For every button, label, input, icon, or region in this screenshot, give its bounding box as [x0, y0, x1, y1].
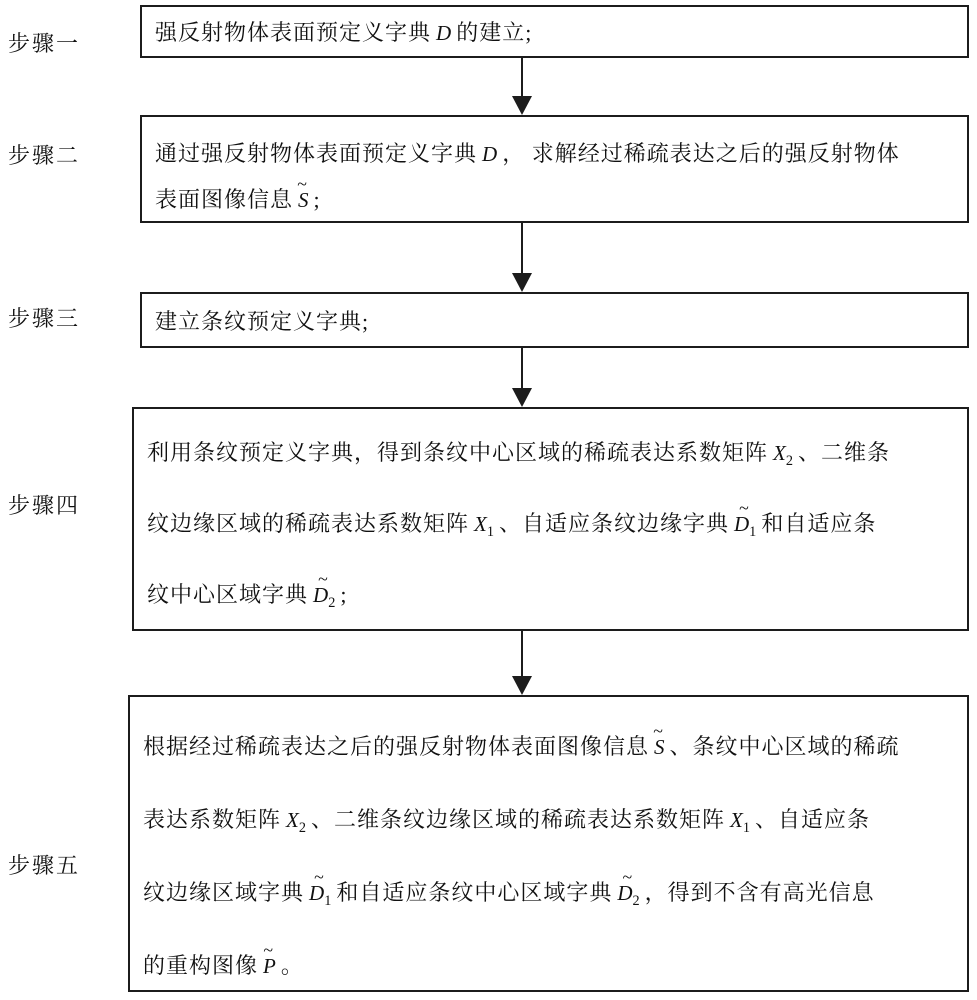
- arrow-down-icon: [512, 273, 532, 292]
- math-var-D2: ~ $D_2$: [617, 866, 640, 910]
- step-label-3: 步骤三: [8, 306, 81, 331]
- step-box-1: [140, 5, 969, 58]
- text-line: 表面图像信息 ~ S ;: [155, 173, 321, 212]
- math-var-D1: ~ $D_1$: [309, 866, 332, 910]
- math-var-D: D: [482, 142, 498, 166]
- step-box-4: [132, 407, 969, 631]
- flow-arrow-4: [512, 631, 532, 695]
- tilde-mark: ~: [739, 497, 749, 518]
- flow-arrow-1: [512, 58, 532, 115]
- text-line: 纹边缘区域的稀疏表达系数矩阵 $X_1$ 、自适应条纹边缘字典 ~ $D_1$ 和自适应条: [147, 497, 877, 541]
- tilde-mark: ~: [653, 720, 663, 741]
- flow-arrow-2: [512, 223, 532, 292]
- math-var-S: ~ S: [297, 173, 309, 212]
- math-var-S: ~ S: [653, 720, 665, 759]
- step-label-5: 步骤五: [8, 853, 81, 878]
- step-box-3: [140, 292, 969, 348]
- tilde-mark: ~: [622, 866, 633, 887]
- text-line: 根据经过稀疏表达之后的强反射物体表面图像信息 ~ S 、条纹中心区域的稀疏: [143, 720, 900, 759]
- step-label-1: 步骤一: [8, 31, 81, 56]
- math-var-X1: $X_1$: [730, 808, 750, 837]
- math-var-D1: ~ $D_1$: [734, 497, 757, 541]
- tilde-mark: ~: [297, 173, 307, 194]
- arrow-down-icon: [512, 388, 532, 407]
- tilde-mark: ~: [314, 866, 324, 887]
- step-label-2: 步骤二: [8, 143, 81, 168]
- math-var-X2: $X_2$: [286, 808, 306, 837]
- tilde-mark: ~: [318, 568, 328, 589]
- text-line: 通过强反射物体表面预定义字典 D ， 求解经过稀疏表达之后的强反射物体: [155, 141, 900, 166]
- arrow-down-icon: [512, 676, 532, 695]
- text-line: 建立条纹预定义字典;: [155, 308, 370, 334]
- text-line: 纹边缘区域字典 ~ $D_1$ 和自适应条纹中心区域字典 ~ $D_2$ ，得到不含有高光信息: [143, 866, 875, 910]
- text-line: 的重构图像 ~ P 。: [143, 939, 304, 978]
- math-var-X2: $X_2$: [773, 441, 793, 470]
- text-line: 强反射物体表面预定义字典 D 的建立;: [155, 20, 533, 45]
- step-label-4: 步骤四: [8, 493, 81, 518]
- math-var-X1: $X_1$: [474, 512, 494, 541]
- tilde-mark: ~: [263, 939, 274, 960]
- text-line: 利用条纹预定义字典，得到条纹中心区域的稀疏表达系数矩阵 $X_2$ 、二维条: [147, 440, 890, 470]
- arrow-down-icon: [512, 96, 532, 115]
- text-line: 纹中心区域字典 ~ $D_2$ ;: [147, 568, 348, 612]
- math-var-P: ~ P: [263, 939, 276, 978]
- math-var-D2: ~ $D_2$: [313, 568, 336, 612]
- flow-arrow-3: [512, 348, 532, 407]
- step-box-5: [128, 695, 969, 992]
- text-line: 表达系数矩阵 $X_2$ 、二维条纹边缘区域的稀疏表达系数矩阵 $X_1$ 、自适应条: [143, 807, 870, 837]
- step-box-2: [140, 115, 969, 223]
- math-var-D: D: [436, 21, 452, 45]
